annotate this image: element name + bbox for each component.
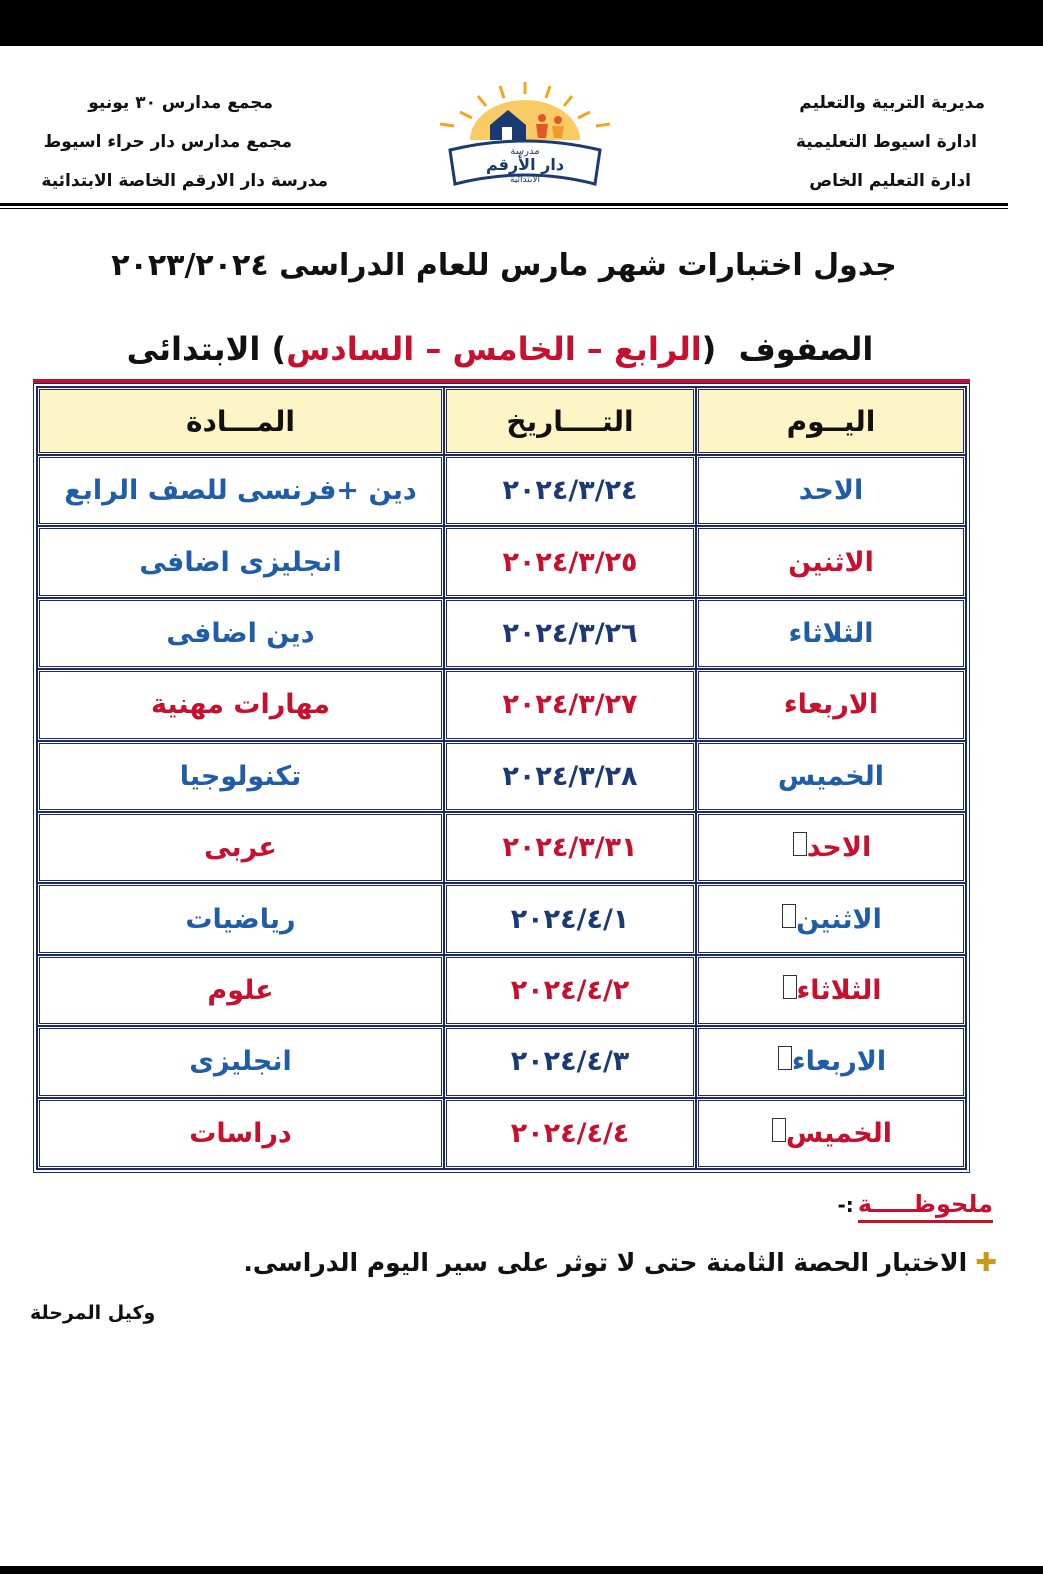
administration-line: ادارة اسيوط التعليمية bbox=[795, 132, 977, 152]
table-row bbox=[37, 526, 966, 597]
subject-cell: دين +فرنسى للصف الرابع bbox=[37, 455, 444, 526]
day-cell: الاحد bbox=[696, 455, 966, 526]
logo-text-primary: الابتدائية bbox=[509, 175, 541, 185]
logo-text-name: دار الأرقم bbox=[485, 155, 565, 174]
date-cell: ٢٠٢٤/٣/٣١ bbox=[444, 812, 696, 883]
day-cell bbox=[696, 955, 966, 1026]
missing-glyph-box-icon bbox=[778, 1046, 792, 1070]
bottom-black-bar bbox=[0, 1566, 1043, 1574]
missing-glyph-box-icon bbox=[793, 832, 807, 856]
day-cell: الثلاثاء bbox=[696, 598, 966, 669]
subject-cell: مهارات مهنية bbox=[37, 669, 444, 740]
table-row bbox=[37, 1026, 966, 1097]
exam-schedule-table bbox=[33, 383, 970, 1173]
subject-cell: دين اضافى bbox=[37, 598, 444, 669]
complex-hiraa-line: مجمع مدارس دار حراء اسيوط bbox=[43, 132, 292, 152]
directorate-line: مديرية التربية والتعليم bbox=[799, 93, 985, 113]
header-subject: المـــادة bbox=[37, 387, 444, 455]
complex-june30-line: مجمع مدارس ٣٠ يونيو bbox=[88, 93, 273, 113]
day-cell: الاربعاء bbox=[696, 669, 966, 740]
date-cell: ٢٠٢٤/٣/٢٤ bbox=[444, 455, 696, 526]
subtitle-prefix: الصفوف bbox=[738, 330, 874, 368]
day-text: الثلاثاء bbox=[796, 974, 882, 1006]
day-text: الاربعاء bbox=[791, 1046, 887, 1078]
signature-label: وكيل المرحلة bbox=[30, 1302, 156, 1324]
day-cell bbox=[696, 812, 966, 883]
day-cell: الخميس bbox=[696, 741, 966, 812]
table-row bbox=[37, 741, 966, 812]
table-row bbox=[37, 455, 966, 526]
date-cell: ٢٠٢٤/٣/٢٦ bbox=[444, 598, 696, 669]
note-heading bbox=[838, 1190, 994, 1218]
grades-subtitle bbox=[0, 330, 1000, 368]
table-row bbox=[37, 812, 966, 883]
subtitle-grades: الرابع – الخامس – السادس bbox=[286, 330, 702, 368]
table-row bbox=[37, 883, 966, 954]
subject-cell: رياضيات bbox=[37, 883, 444, 954]
date-cell: ٢٠٢٤/٤/١ bbox=[444, 883, 696, 954]
table-row bbox=[37, 955, 966, 1026]
day-text: الاثنين bbox=[796, 903, 882, 935]
subtitle-suffix: الابتدائى bbox=[126, 330, 261, 368]
header-divider-thin bbox=[0, 208, 1008, 209]
header-right-block bbox=[685, 92, 985, 209]
school-name-line: مدرسة دار الارقم الخاصة الابتدائية bbox=[41, 171, 328, 191]
missing-glyph-box-icon bbox=[772, 1118, 786, 1142]
missing-glyph-box-icon bbox=[782, 904, 796, 928]
date-cell: ٢٠٢٤/٣/٢٥ bbox=[444, 526, 696, 597]
day-text: الاحد bbox=[806, 832, 872, 864]
date-cell: ٢٠٢٤/٤/٣ bbox=[444, 1026, 696, 1097]
subtitle-close-paren: ) bbox=[271, 330, 287, 368]
day-cell bbox=[696, 1026, 966, 1097]
table-row bbox=[37, 598, 966, 669]
logo-text-school: مدرسة bbox=[510, 146, 540, 157]
header-day: اليــوم bbox=[696, 387, 966, 455]
day-text: الخميس bbox=[785, 1117, 893, 1149]
subject-cell: علوم bbox=[37, 955, 444, 1026]
subject-cell: انجليزى bbox=[37, 1026, 444, 1097]
school-logo bbox=[430, 80, 620, 190]
note-line bbox=[243, 1248, 997, 1278]
table-row bbox=[37, 1098, 966, 1169]
note-separator: :- bbox=[837, 1193, 854, 1217]
top-black-bar bbox=[0, 0, 1043, 46]
header-date: التــــاريخ bbox=[444, 387, 696, 455]
header-divider bbox=[0, 203, 1008, 206]
header-left-block bbox=[28, 92, 328, 209]
date-cell: ٢٠٢٤/٣/٢٧ bbox=[444, 669, 696, 740]
page-title: جدول اختبارات شهر مارس للعام الدراسى ٢٠٢٣/٢٠٢٤ bbox=[111, 248, 897, 283]
plus-bullet-icon: ✚ bbox=[975, 1248, 997, 1278]
date-cell: ٢٠٢٤/٤/٢ bbox=[444, 955, 696, 1026]
private-education-line: ادارة التعليم الخاص bbox=[809, 171, 971, 191]
missing-glyph-box-icon bbox=[783, 975, 797, 999]
subject-cell: دراسات bbox=[37, 1098, 444, 1169]
day-cell bbox=[696, 1098, 966, 1169]
subject-cell: تكنولوجيا bbox=[37, 741, 444, 812]
date-cell: ٢٠٢٤/٣/٢٨ bbox=[444, 741, 696, 812]
subtitle-open-paren: ( bbox=[701, 330, 717, 368]
note-text: الاختبار الحصة الثامنة حتى لا توثر على سير اليوم الدراسى. bbox=[243, 1248, 968, 1277]
table-header-row bbox=[37, 387, 966, 455]
day-cell bbox=[696, 883, 966, 954]
date-cell: ٢٠٢٤/٤/٤ bbox=[444, 1098, 696, 1169]
table-row bbox=[37, 669, 966, 740]
note-label: ملحوظـــــة bbox=[858, 1190, 993, 1223]
subject-cell: عربى bbox=[37, 812, 444, 883]
day-cell: الاثنين bbox=[696, 526, 966, 597]
subject-cell: انجليزى اضافى bbox=[37, 526, 444, 597]
